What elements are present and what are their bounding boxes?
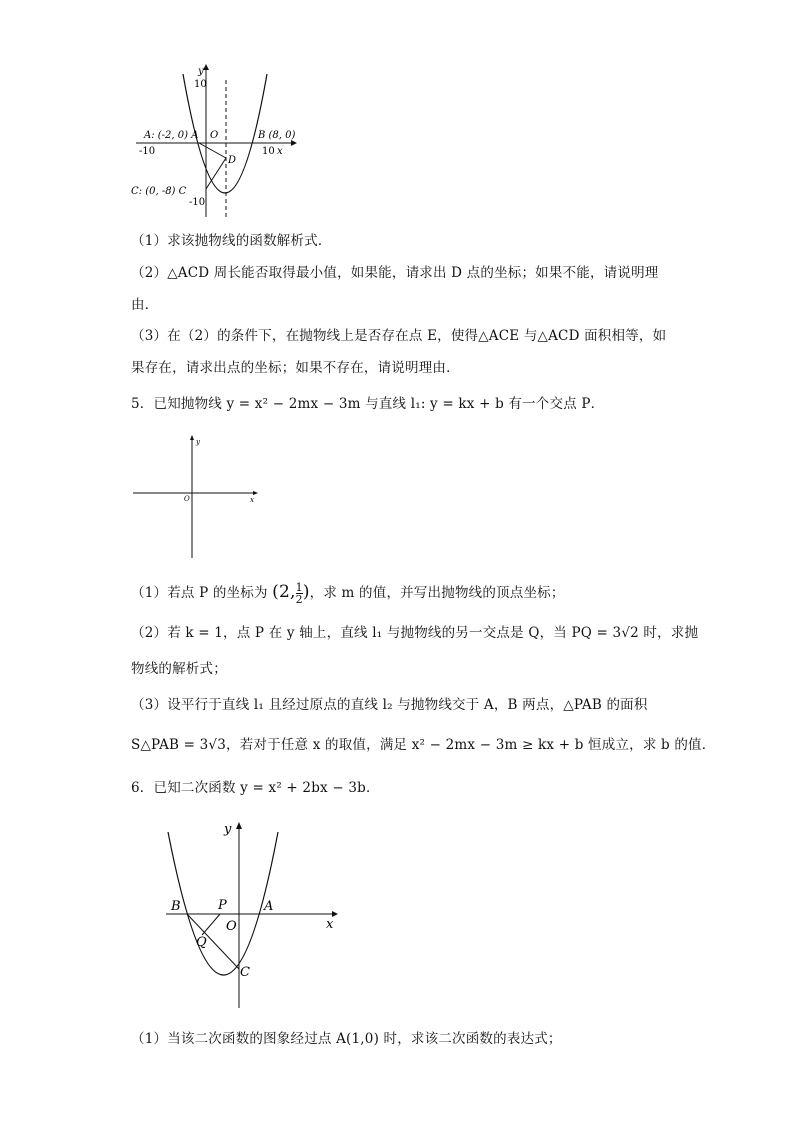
origin-label: O — [210, 130, 219, 141]
q4-part2-line1: （2）△ACD 周长能否取得最小值，如果能，请求出 D 点的坐标；如果不能，请说明理 — [131, 265, 659, 281]
y-tick-neg10: -10 — [189, 197, 206, 208]
point-p-label: P — [218, 898, 227, 913]
figure-axes-q5 — [131, 432, 266, 560]
point-q-label: Q — [196, 935, 207, 950]
q5-part1-suffix: ，求 m 的值，并写出抛物线的顶点坐标； — [309, 585, 565, 601]
y-axis-arrow-icon — [203, 64, 209, 70]
q4-part2-line2: 由． — [131, 297, 159, 313]
q5-part3-line2: S△PAB = 3√3，若对于任意 x 的取值，满足 x² − 2mx − 3m ≥ kx + b 恒成立，求 b 的值． — [131, 737, 716, 753]
x-axis-label: x — [250, 496, 254, 504]
q5-part1-prefix: （1）若点 P 的坐标为 — [131, 585, 268, 601]
q6-part1: （1）当该二次函数的图象经过点 A(1,0) 时，求该二次函数的表达式； — [131, 1031, 562, 1047]
x-axis-label: x — [277, 146, 283, 157]
segment-ad — [199, 143, 226, 158]
origin-label: O — [226, 919, 237, 934]
x-axis-arrow-icon — [253, 491, 258, 495]
q5-part1-paren-close: ) — [302, 582, 310, 602]
q5-part2-line1: （2）若 k = 1，点 P 在 y 轴上，直线 l₁ 与抛物线的另一交点是 Q，当 PQ = 3√2 时，求抛 — [131, 625, 699, 641]
y-axis-label: y — [224, 822, 232, 837]
q5-part1-fraction — [296, 582, 303, 605]
point-a-label: A: (-2, 0) A — [144, 130, 199, 141]
y-axis-label: y — [198, 66, 204, 77]
x-axis-label: x — [326, 917, 334, 932]
y-axis-label: y — [196, 438, 200, 446]
point-b-label: B — [171, 899, 181, 914]
segment-pq — [202, 914, 220, 935]
y-axis-arrow-icon — [190, 435, 194, 440]
q5-part1-paren-open: (2, — [272, 582, 296, 602]
point-d-label: D — [228, 155, 237, 166]
point-b-label: B (8, 0) — [258, 130, 296, 141]
q5-part1 — [131, 579, 565, 606]
y-tick-10: 10 — [194, 79, 207, 90]
fraction-denominator: 2 — [295, 593, 303, 606]
point-a-label: A — [264, 899, 274, 914]
figure-parabola-q6 — [160, 818, 350, 1013]
x-tick-10: 10 — [262, 146, 275, 157]
q5-stem: 5．已知抛物线 y = x² − 2mx − 3m 与直线 l₁: y = kx + b 有一个交点 P． — [131, 396, 605, 412]
q4-part3-line1: （3）在（2）的条件下，在抛物线上是否存在点 E，使得△ACE 与△ACD 面积相等，如 — [131, 328, 667, 344]
figure-parabola-q4 — [131, 62, 301, 222]
y-axis-arrow-icon — [236, 822, 242, 829]
q4-part3-line2: 果存在，请求出点的坐标；如果不存在，请说明理由． — [131, 360, 460, 376]
fraction-numerator: 1 — [295, 581, 303, 594]
segment-cd — [206, 158, 226, 189]
point-c-label: C: (0, -8) C — [131, 186, 187, 197]
point-c-label: C — [240, 965, 250, 980]
q4-part1: （1）求该抛物线的函数解析式． — [131, 233, 332, 249]
q5-part2-line2: 物线的解析式； — [131, 661, 227, 677]
origin-label: O — [184, 495, 190, 503]
q6-stem: 6．已知二次函数 y = x² + 2bx − 3b． — [131, 780, 380, 796]
q5-part3-line1: （3）设平行于直线 l₁ 且经过原点的直线 l₂ 与抛物线交于 A，B 两点，△PAB 的面积 — [131, 697, 648, 713]
x-tick-neg10: -10 — [139, 146, 156, 157]
